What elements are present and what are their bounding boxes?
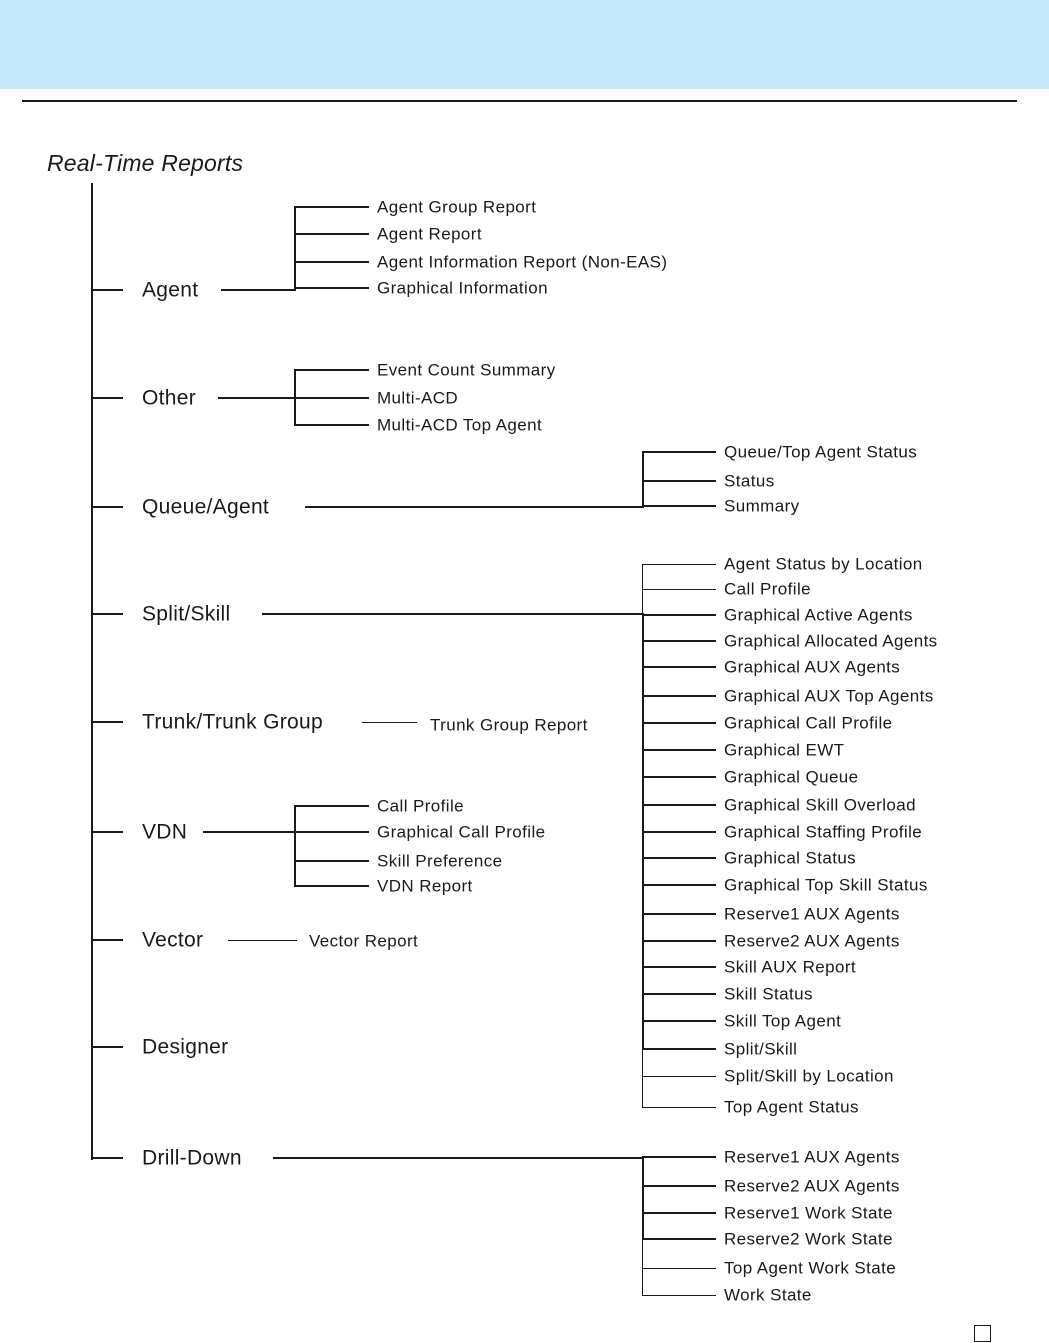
connector-line <box>642 857 716 859</box>
connector-line <box>642 804 716 806</box>
connector-line <box>642 1048 716 1050</box>
report-item: Graphical Call Profile <box>377 822 546 842</box>
connector-line <box>642 1107 716 1108</box>
connector-line <box>362 722 417 723</box>
connector-line <box>642 695 716 697</box>
connector-line <box>91 289 123 291</box>
report-item: Reserve1 AUX Agents <box>724 904 900 924</box>
connector-line <box>91 1046 123 1048</box>
report-item: Graphical Status <box>724 848 857 868</box>
report-item: Graphical Active Agents <box>724 605 913 625</box>
report-item: Reserve1 Work State <box>724 1203 893 1223</box>
category-label: Agent <box>142 278 199 302</box>
connector-line <box>642 480 716 482</box>
report-item: Queue/Top Agent Status <box>724 442 918 462</box>
report-item: Reserve2 AUX Agents <box>724 931 900 951</box>
connector-line <box>642 564 716 565</box>
header-band <box>0 0 1049 89</box>
report-item: Split/Skill by Location <box>724 1066 894 1086</box>
connector-line <box>642 1268 716 1269</box>
connector-line <box>642 966 716 968</box>
connector-line <box>221 289 296 291</box>
report-item: Graphical AUX Top Agents <box>724 686 934 706</box>
connector-line <box>91 397 123 399</box>
connector-line <box>642 614 716 616</box>
header-rule <box>22 100 1017 102</box>
connector-line <box>91 506 123 508</box>
connector-line <box>642 776 716 778</box>
report-item: Event Count Summary <box>377 360 556 380</box>
report-item: Graphical Queue <box>724 767 859 787</box>
report-item: Trunk Group Report <box>430 715 588 735</box>
report-item: Skill Preference <box>377 851 503 871</box>
connector-line <box>642 722 716 724</box>
connector-line <box>642 831 716 833</box>
report-item: Agent Information Report (Non-EAS) <box>377 252 668 272</box>
report-item: Graphical Top Skill Status <box>724 875 928 895</box>
connector-line <box>218 397 296 399</box>
report-item: Skill Status <box>724 984 813 1004</box>
report-item: Call Profile <box>724 579 811 599</box>
report-item: Work State <box>724 1285 812 1305</box>
connector-line <box>262 613 644 615</box>
connector-line <box>91 183 93 1160</box>
connector-line <box>294 206 369 208</box>
connector-line <box>91 721 123 723</box>
report-item: Multi-ACD <box>377 388 459 408</box>
report-item: VDN Report <box>377 876 473 896</box>
connector-line <box>642 1185 716 1187</box>
report-item: Status <box>724 471 775 491</box>
connector-line <box>294 233 369 235</box>
report-item: Graphical AUX Agents <box>724 657 901 677</box>
connector-line <box>642 1076 716 1077</box>
connector-line <box>294 287 369 289</box>
connector-line <box>642 451 716 453</box>
connector-line <box>642 1020 716 1022</box>
connector-line <box>203 831 296 833</box>
report-item: Top Agent Work State <box>724 1258 897 1278</box>
connector-line <box>294 831 369 833</box>
connector-line <box>305 506 644 508</box>
report-item: Agent Status by Location <box>724 554 923 574</box>
connector-line <box>294 806 296 887</box>
connector-line <box>294 397 369 399</box>
report-item: Skill AUX Report <box>724 957 857 977</box>
report-item: Graphical Skill Overload <box>724 795 916 815</box>
category-label: Other <box>142 386 197 410</box>
connector-line <box>642 1156 716 1158</box>
connector-line <box>294 369 369 371</box>
category-label: VDN <box>142 820 188 844</box>
connector-line <box>642 1295 716 1296</box>
connector-line <box>642 1157 644 1240</box>
report-item: Agent Group Report <box>377 197 537 217</box>
connector-line <box>294 805 369 807</box>
connector-line <box>91 831 123 833</box>
report-item: Call Profile <box>377 796 464 816</box>
connector-line <box>642 884 716 886</box>
report-item: Graphical EWT <box>724 740 845 760</box>
connector-line <box>228 940 297 941</box>
connector-line <box>642 666 716 668</box>
report-item: Vector Report <box>309 931 419 951</box>
report-item: Multi-ACD Top Agent <box>377 415 543 435</box>
category-label: Drill-Down <box>142 1146 242 1170</box>
connector-line <box>642 1212 716 1214</box>
connector-line <box>294 885 369 887</box>
connector-line <box>642 505 716 507</box>
connector-line <box>642 940 716 942</box>
page-marker-box <box>974 1325 991 1342</box>
report-item: Reserve1 AUX Agents <box>724 1147 900 1167</box>
category-label: Split/Skill <box>142 602 231 626</box>
connector-line <box>91 939 123 941</box>
connector-line <box>91 613 123 615</box>
page-title: Real-Time Reports <box>47 150 244 176</box>
report-item: Top Agent Status <box>724 1097 859 1117</box>
category-label: Designer <box>142 1035 229 1059</box>
report-item: Graphical Staffing Profile <box>724 822 923 842</box>
connector-line <box>642 913 716 915</box>
report-item: Skill Top Agent <box>724 1011 842 1031</box>
connector-line <box>642 1238 716 1240</box>
connector-line <box>642 749 716 751</box>
report-item: Graphical Allocated Agents <box>724 631 938 651</box>
connector-line <box>91 1157 123 1159</box>
connector-line <box>294 261 369 263</box>
connector-line <box>294 860 369 862</box>
connector-line <box>642 589 716 590</box>
category-label: Vector <box>142 928 204 952</box>
connector-line <box>273 1157 644 1159</box>
connector-line <box>294 207 296 291</box>
connector-line <box>642 993 716 995</box>
report-item: Reserve2 AUX Agents <box>724 1176 900 1196</box>
report-item: Graphical Call Profile <box>724 713 893 733</box>
report-item: Graphical Information <box>377 278 548 298</box>
report-item: Summary <box>724 496 800 516</box>
category-label: Trunk/Trunk Group <box>142 710 323 734</box>
report-item: Agent Report <box>377 224 482 244</box>
report-item: Split/Skill <box>724 1039 798 1059</box>
connector-line <box>642 640 716 642</box>
connector-line <box>294 424 369 426</box>
category-label: Queue/Agent <box>142 495 270 519</box>
report-item: Reserve2 Work State <box>724 1229 893 1249</box>
